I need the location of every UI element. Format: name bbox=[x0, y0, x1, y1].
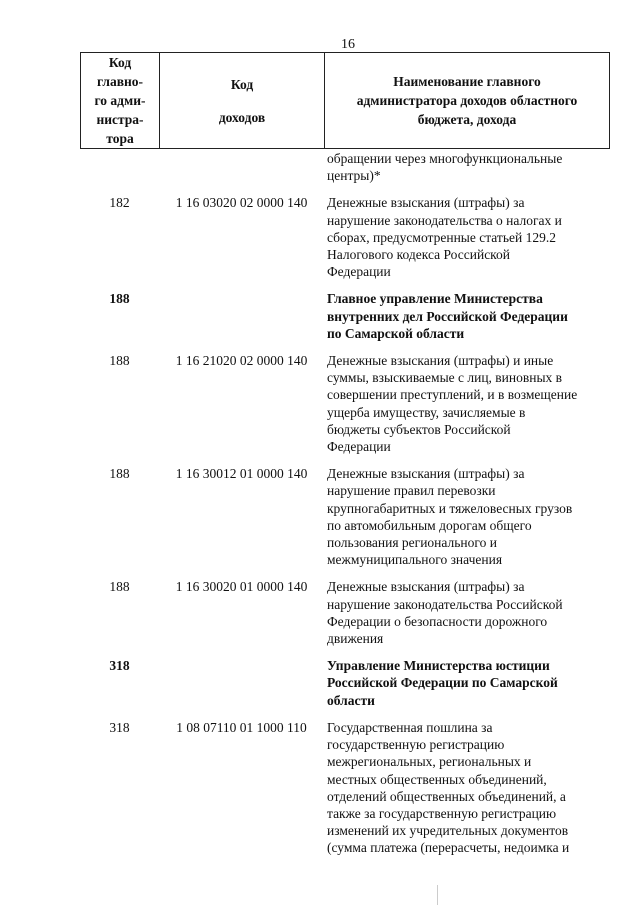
name-line: Денежные взыскания (штрафы) и иные bbox=[327, 353, 554, 369]
name-cell bbox=[324, 578, 610, 647]
table-row bbox=[80, 465, 610, 568]
name-cell bbox=[324, 657, 610, 709]
table-row bbox=[80, 150, 610, 184]
table-row bbox=[80, 194, 610, 280]
header-admin-line: Код bbox=[108, 55, 132, 70]
name-line: совершении преступлений, и в возмещение bbox=[327, 387, 578, 403]
table-header bbox=[80, 52, 610, 149]
admin-code-cell: 188 bbox=[109, 353, 130, 369]
name-line: межрегиональных, региональных и bbox=[327, 754, 532, 770]
name-cell bbox=[324, 194, 610, 280]
name-line: суммы, взыскиваемые с лиц, виновных в bbox=[327, 370, 563, 386]
name-line: Федерации bbox=[327, 439, 391, 455]
name-line: нарушение законодательства Российской bbox=[327, 596, 563, 612]
name-line: Федерации о безопасности дорожного bbox=[327, 613, 548, 629]
name-line: сборах, предусмотренные статьей 129.2 bbox=[327, 229, 556, 245]
name-line: пользования регионального и bbox=[327, 535, 497, 551]
name-cell bbox=[324, 465, 610, 568]
income-code-cell: 1 16 30012 01 0000 140 bbox=[175, 466, 308, 482]
name-line: по автомобильным дорогам общего bbox=[327, 517, 532, 533]
name-line: Налогового кодекса Российской bbox=[327, 247, 511, 263]
header-income-code bbox=[160, 53, 325, 148]
income-code-cell: 1 08 07110 01 1000 110 bbox=[176, 719, 307, 735]
name-line: обращении через многофункциональные bbox=[327, 151, 563, 166]
name-cell bbox=[324, 150, 610, 184]
name-line: отделений общественных объединений, а bbox=[327, 788, 566, 804]
name-line: ущерба имуществу, зачисляемые в bbox=[327, 404, 526, 420]
header-admin-line: нистра- bbox=[96, 112, 144, 127]
name-line: движения bbox=[327, 631, 384, 647]
name-line: Денежные взыскания (штрафы) за bbox=[327, 195, 525, 211]
name-line: Российской Федерации по Самарской bbox=[327, 675, 558, 691]
admin-code-cell: 318 bbox=[109, 719, 130, 735]
table-row bbox=[80, 290, 610, 342]
name-line: межмуниципального значения bbox=[327, 552, 503, 568]
name-line: Федерации bbox=[327, 264, 391, 280]
income-code-cell bbox=[159, 290, 324, 342]
table-row bbox=[80, 657, 610, 709]
income-code-cell bbox=[159, 657, 324, 709]
table-row bbox=[80, 578, 610, 647]
header-admin-code bbox=[81, 53, 160, 148]
header-admin-line: го адми- bbox=[94, 93, 146, 108]
name-cell bbox=[324, 719, 610, 857]
header-name-line: Наименование главного bbox=[393, 74, 541, 89]
name-line: по Самарской области bbox=[327, 325, 465, 341]
header-admin-line: тора bbox=[106, 131, 134, 146]
table-row bbox=[80, 719, 610, 857]
name-line: Денежные взыскания (штрафы) за bbox=[327, 579, 525, 595]
name-line: изменений их учредительных документов bbox=[327, 823, 569, 839]
name-cell bbox=[324, 352, 610, 455]
name-line: также за государственную регистрацию bbox=[327, 805, 557, 821]
income-code-cell: 1 16 03020 02 0000 140 bbox=[175, 195, 308, 211]
name-line: местных общественных объединений, bbox=[327, 771, 547, 787]
header-admin-line: главно- bbox=[96, 74, 144, 89]
admin-code-cell: 188 bbox=[109, 291, 130, 307]
name-line: бюджеты субъектов Российской bbox=[327, 421, 511, 437]
table-row bbox=[80, 352, 610, 455]
header-name-line: бюджета, дохода bbox=[417, 112, 517, 127]
name-line: Государственная пошлина за bbox=[327, 719, 493, 735]
admin-code-cell: 182 bbox=[109, 195, 130, 211]
income-code-cell: 1 16 21020 02 0000 140 bbox=[175, 353, 308, 369]
income-code-cell: 1 16 30020 01 0000 140 bbox=[175, 579, 308, 595]
income-code-cell bbox=[159, 150, 324, 184]
name-line: (сумма платежа (перерасчеты, недоимка и bbox=[327, 840, 570, 856]
name-line: Главное управление Министерства bbox=[327, 291, 543, 307]
table-body bbox=[80, 150, 610, 867]
admin-code-cell: 188 bbox=[109, 466, 130, 482]
name-line: области bbox=[327, 692, 375, 708]
scan-mark bbox=[437, 885, 438, 905]
page-number: 16 bbox=[341, 37, 355, 52]
name-line: нарушение законодательства о налогах и bbox=[327, 212, 562, 228]
name-line: государственную регистрацию bbox=[327, 737, 505, 753]
name-line: крупногабаритных и тяжеловесных грузов bbox=[327, 500, 573, 516]
name-line: центры)* bbox=[327, 168, 381, 184]
name-line: Управление Министерства юстиции bbox=[327, 658, 550, 674]
name-line: нарушение правил перевозки bbox=[327, 483, 496, 499]
admin-code-cell bbox=[80, 150, 159, 184]
name-line: Денежные взыскания (штрафы) за bbox=[327, 466, 525, 482]
name-line: внутренних дел Российской Федерации bbox=[327, 308, 568, 324]
admin-code-cell: 188 bbox=[109, 579, 130, 595]
name-cell bbox=[324, 290, 610, 342]
header-name-line: администратора доходов областного bbox=[356, 93, 578, 108]
header-code-line: доходов bbox=[218, 109, 266, 125]
header-code-line: Код bbox=[230, 76, 254, 92]
admin-code-cell: 318 bbox=[109, 658, 130, 674]
header-name bbox=[325, 53, 609, 148]
